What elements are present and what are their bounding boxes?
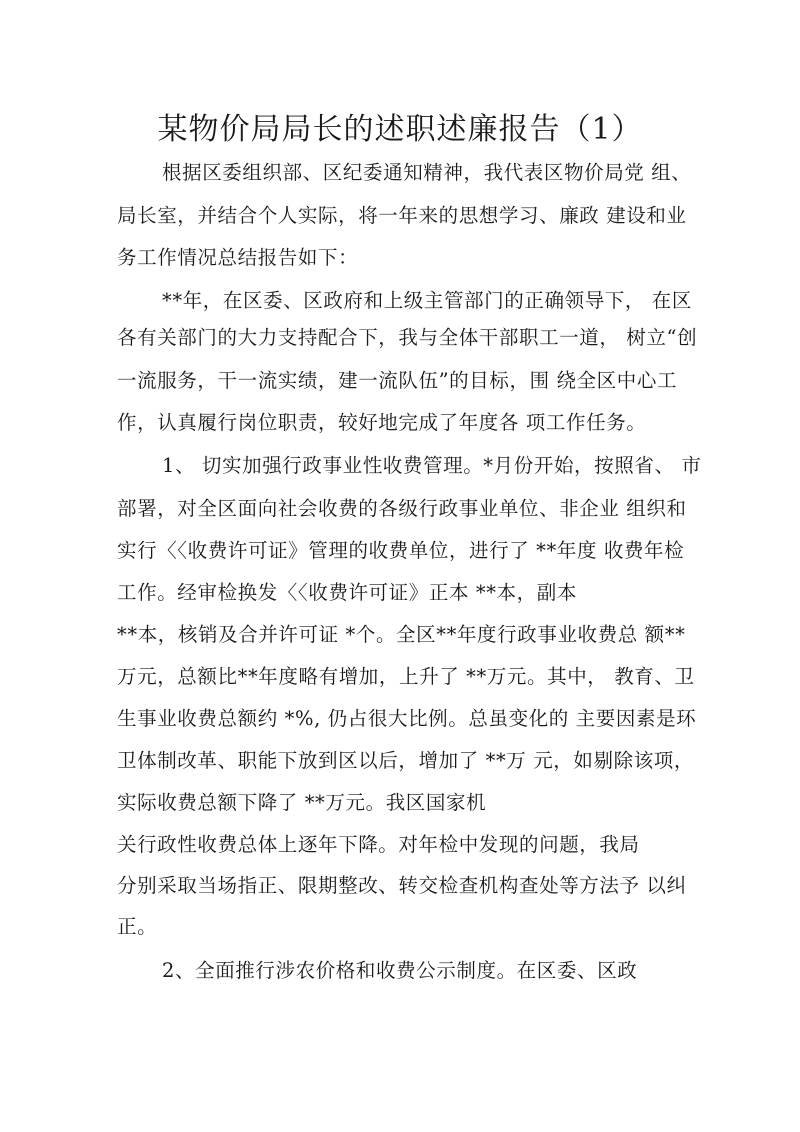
paragraph-3-line-11: 分别采取当场指正、限期整改、转交检查机构查处等方法予 以纠 — [117, 874, 687, 897]
paragraph-2-line-4: 作，认真履行岗位职责，较好地完成了年度各 项工作任务。 — [117, 411, 647, 434]
paragraph-3-line-9: 实际收费总额下降了 **万元。我区国家机 — [117, 791, 487, 814]
paragraph-3-line-5: **本，核销及合并许可证 *个。全区**年度行政事业收费总 额** — [117, 623, 686, 646]
paragraph-1-line-3: 务工作情况总结报告如下： — [117, 246, 359, 269]
paragraph-3-line-1: 1、 切实加强行政事业性收费管理。*月份开始，按照省、 市 — [162, 454, 702, 477]
paragraph-2-line-3: 一流服务，干一流实绩，建一流队伍”的目标，围 绕全区中心工 — [117, 369, 678, 392]
paragraph-3-line-8: 卫体制改革、职能下放到区以后，增加了 **万 元，如剔除该项， — [117, 749, 694, 772]
paragraph-3-line-4: 工作。经审检换发〈〈收费许可证》正本 **本，副本 — [117, 581, 577, 604]
paragraph-1-line-2: 局长室，并结合个人实际，将一年来的思想学习、廉政 建设和业 — [117, 204, 687, 227]
paragraph-2-line-1: **年，在区委、区政府和上级主管部门的正确领导下， 在区 — [162, 289, 692, 312]
document-title: 某物价局局长的述职述廉报告（1） — [157, 112, 643, 147]
paragraph-3-line-3: 实行〈〈收费许可证》管理的收费单位，进行了 **年度 收费年检 — [117, 539, 685, 562]
paragraph-2-line-2: 各有关部门的大力支持配合下，我与全体干部职工一道， 树立“创 — [117, 326, 698, 349]
paragraph-3-line-10: 关行政性收费总体上逐年下降。对年检中发现的问题，我局 — [117, 833, 640, 856]
paragraph-3-line-7: 生事业收费总额约 *%, 仍占很大比例。总虽变化的 主要因素是环 — [117, 707, 697, 730]
paragraph-4-line-1: 2、全面推行涉农价格和收费公示制度。在区委、区政 — [162, 959, 638, 982]
paragraph-3-line-2: 部署，对全区面向社会收费的各级行政事业单位、非企业 组织和 — [117, 497, 687, 520]
paragraph-3-line-12: 正。 — [117, 915, 158, 938]
paragraph-3-line-6: 万元，总额比**年度略有增加，上升了 **万元。其中， 教育、卫 — [117, 665, 695, 688]
paragraph-1-line-1: 根据区委组织部、区纪委通知精神，我代表区物价局党 组、 — [162, 161, 692, 184]
